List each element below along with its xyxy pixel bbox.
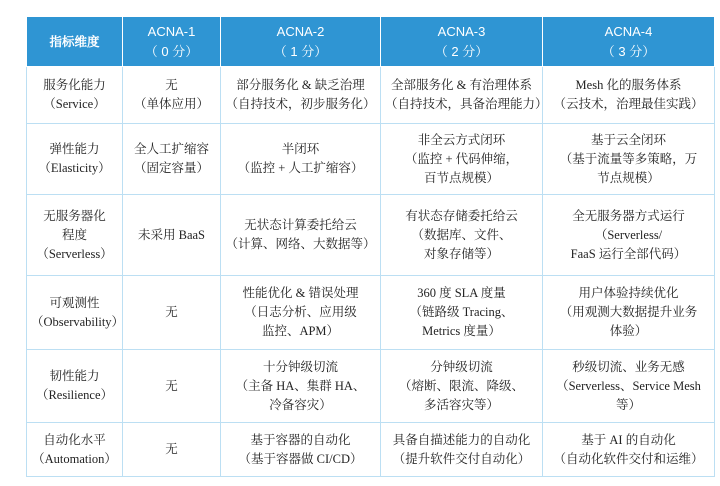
table-cell: 全人工扩缩容 （固定容量） [123,124,221,195]
row-dimension: 韧性能力 （Resilience） [27,350,123,423]
table-row [27,423,715,477]
table-cell: 十分钟级切流 （主备 HA、集群 HA、 冷备容灾） [221,350,381,423]
header-level: ACNA-1 （ 0 分） [123,17,221,67]
table-row [27,195,715,276]
table-cell: 非全云方式闭环 （监控 + 代码伸缩， 百节点规模） [381,124,543,195]
header-level: ACNA-2 （ 1 分） [221,17,381,67]
table-cell: 360 度 SLA 度量 （链路级 Tracing、 Metrics 度量） [381,276,543,350]
table-cell: 无 [123,423,221,477]
table-cell: 具备自描述能力的自动化 （提升软件交付自动化） [381,423,543,477]
row-dimension: 弹性能力 （Elasticity） [27,124,123,195]
table-cell: 有状态存储委托给云 （数据库、文件、 对象存储等） [381,195,543,276]
row-dimension: 可观测性 （Observability） [27,276,123,350]
row-dimension: 无服务器化 程度 （Serverless） [27,195,123,276]
maturity-table-container [26,16,714,477]
table-cell: 分钟级切流 （熔断、限流、降级、 多活容灾等） [381,350,543,423]
cloud-native-maturity-table [26,16,715,477]
row-dimension: 自动化水平 （Automation） [27,423,123,477]
table-cell: 无状态计算委托给云 （计算、网络、大数据等） [221,195,381,276]
table-cell: 性能优化 & 错误处理 （日志分析、应用级 监控、APM） [221,276,381,350]
table-header-row [27,17,715,67]
table-cell: Mesh 化的服务体系 （云技术，治理最佳实践） [543,67,715,124]
table-cell: 基于云全闭环 （基于流量等多策略，万 节点规模） [543,124,715,195]
table-row [27,276,715,350]
header-level: ACNA-4 （ 3 分） [543,17,715,67]
table-cell: 基于 AI 的自动化 （自动化软件交付和运维） [543,423,715,477]
table-cell: 基于容器的自动化 （基于容器做 CI/CD） [221,423,381,477]
table-cell: 全部服务化 & 有治理体系 （自持技术，具备治理能力） [381,67,543,124]
header-corner: 指标维度 [27,17,123,67]
header-level: ACNA-3 （ 2 分） [381,17,543,67]
table-cell: 未采用 BaaS [123,195,221,276]
table-row [27,124,715,195]
table-cell: 全无服务器方式运行 （Serverless/ FaaS 运行全部代码） [543,195,715,276]
table-cell: 用户体验持续优化 （用观测大数据提升业务 体验） [543,276,715,350]
row-dimension: 服务化能力 （Service） [27,67,123,124]
table-row [27,350,715,423]
table-cell: 半闭环 （监控 + 人工扩缩容） [221,124,381,195]
table-row [27,67,715,124]
table-cell: 无 [123,350,221,423]
table-cell: 秒级切流、业务无感 （Serverless、Service Mesh 等） [543,350,715,423]
table-cell: 无 [123,276,221,350]
table-cell: 无 （单体应用） [123,67,221,124]
table-cell: 部分服务化 & 缺乏治理 （自持技术，初步服务化） [221,67,381,124]
